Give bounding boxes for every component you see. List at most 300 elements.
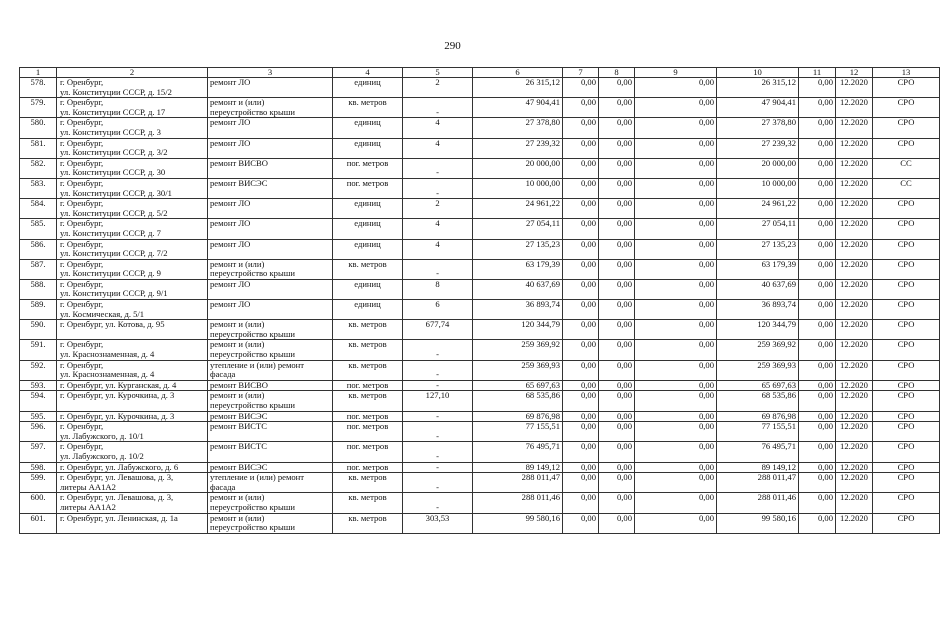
fund-cell-8: 0,00 <box>599 473 635 493</box>
contractor-type-cell: СРО <box>873 391 940 411</box>
work-type-line: переустройство крыши <box>210 400 295 410</box>
table-row <box>20 279 940 299</box>
column-header: 11 <box>799 68 836 78</box>
quantity-cell: 2 <box>403 199 473 219</box>
work-type-line: ремонт и (или) <box>210 492 265 503</box>
address-cell <box>57 279 208 299</box>
fund-cell-7: 0,00 <box>563 473 599 493</box>
fund-cell-7: 0,00 <box>563 219 599 239</box>
column-header: 3 <box>208 68 333 78</box>
fund-cell-11: 0,00 <box>799 493 836 513</box>
period-cell: 12.2020 <box>836 320 873 340</box>
table-row <box>20 391 940 411</box>
fund-cell-8: 0,00 <box>599 279 635 299</box>
fund-cell-7: 0,00 <box>563 380 599 391</box>
total-cost-cell: 27 378,80 <box>473 118 563 138</box>
period-cell: 12.2020 <box>836 98 873 118</box>
address-line: ул. Конституции СССР, д. 3 <box>60 126 161 137</box>
work-type-line: ремонт ВИСЭС <box>210 177 268 188</box>
column-header: 8 <box>599 68 635 78</box>
address-cell <box>57 411 208 422</box>
work-type-line: ремонт ЛО <box>210 198 251 209</box>
period-cell: 12.2020 <box>836 279 873 299</box>
row-number: 579. <box>20 98 57 118</box>
row-number: 588. <box>20 279 57 299</box>
contractor-type-cell: СРО <box>873 411 940 422</box>
address-line: литеры АА1А2 <box>60 501 116 512</box>
fund-cell-8: 0,00 <box>599 158 635 178</box>
period-cell: 12.2020 <box>836 411 873 422</box>
fund-cell-9: 0,00 <box>635 98 717 118</box>
address-line: г. Оренбург, <box>60 218 104 229</box>
fund-cell-9: 0,00 <box>635 199 717 219</box>
work-type-line: ремонт и (или) <box>210 512 265 523</box>
unit-cell: единиц <box>333 300 403 320</box>
fund-cell-9: 0,00 <box>635 259 717 279</box>
unit-cell: кв. метров <box>333 320 403 340</box>
address-cell <box>57 98 208 118</box>
fund-cell-7: 0,00 <box>563 178 599 198</box>
row-number: 590. <box>20 320 57 340</box>
work-type-cell <box>208 98 333 118</box>
work-type-line: ремонт ЛО <box>210 77 251 87</box>
work-type-cell <box>208 219 333 239</box>
work-type-line: переустройство крыши <box>210 268 295 279</box>
fund-cell-9: 0,00 <box>635 340 717 360</box>
quantity-cell: 303,53 <box>403 513 473 533</box>
address-cell <box>57 473 208 493</box>
contractor-type-cell: СРО <box>873 118 940 138</box>
fund-cell-11: 0,00 <box>799 360 836 380</box>
column-header: 10 <box>717 68 799 78</box>
contractor-type-cell: СРО <box>873 380 940 391</box>
column-header: 13 <box>873 68 940 78</box>
total-cost-cell: 259 369,92 <box>473 340 563 360</box>
header-row <box>20 68 940 78</box>
fund-cell-10: 36 893,74 <box>717 300 799 320</box>
fund-cell-7: 0,00 <box>563 320 599 340</box>
address-line: ул. Конституции СССР, д. 3/2 <box>60 147 168 158</box>
fund-cell-11: 0,00 <box>799 340 836 360</box>
row-number: 600. <box>20 493 57 513</box>
total-cost-cell: 89 149,12 <box>473 462 563 473</box>
unit-cell: единиц <box>333 78 403 98</box>
address-line: г. Оренбург, <box>60 299 104 310</box>
column-header: 2 <box>57 68 208 78</box>
work-type-cell <box>208 138 333 158</box>
fund-cell-7: 0,00 <box>563 493 599 513</box>
period-cell: 12.2020 <box>836 219 873 239</box>
table-body <box>20 78 940 534</box>
table-row <box>20 380 940 391</box>
fund-cell-8: 0,00 <box>599 360 635 380</box>
fund-cell-8: 0,00 <box>599 259 635 279</box>
period-cell: 12.2020 <box>836 138 873 158</box>
total-cost-cell: 288 011,47 <box>473 473 563 493</box>
address-line: г. Оренбург, ул. Лабужского, д. 6 <box>60 461 179 472</box>
total-cost-cell: 68 535,86 <box>473 391 563 411</box>
fund-cell-9: 0,00 <box>635 422 717 442</box>
contractor-type-cell: СРО <box>873 320 940 340</box>
address-cell <box>57 513 208 533</box>
work-type-cell <box>208 411 333 422</box>
quantity-cell: - <box>403 422 473 442</box>
address-line: ул. Космическая, д. 5/1 <box>60 308 145 319</box>
table-row <box>20 199 940 219</box>
quantity-cell: - <box>403 380 473 391</box>
unit-cell: единиц <box>333 219 403 239</box>
work-type-cell <box>208 300 333 320</box>
quantity-cell: 127,10 <box>403 391 473 411</box>
work-type-cell <box>208 279 333 299</box>
fund-cell-10: 288 011,47 <box>717 473 799 493</box>
address-line: г. Оренбург, ул. Курочкина, д. 3 <box>60 390 175 401</box>
table-row <box>20 411 940 422</box>
fund-cell-9: 0,00 <box>635 493 717 513</box>
work-type-cell <box>208 391 333 411</box>
period-cell: 12.2020 <box>836 300 873 320</box>
unit-cell: единиц <box>333 118 403 138</box>
unit-cell: кв. метров <box>333 473 403 493</box>
work-type-line: ремонт ЛО <box>210 299 251 310</box>
row-number: 599. <box>20 473 57 493</box>
fund-cell-11: 0,00 <box>799 239 836 259</box>
total-cost-cell: 36 893,74 <box>473 300 563 320</box>
table-row <box>20 462 940 473</box>
fund-cell-7: 0,00 <box>563 391 599 411</box>
row-number: 591. <box>20 340 57 360</box>
period-cell: 12.2020 <box>836 199 873 219</box>
address-line: г. Оренбург, <box>60 97 104 108</box>
work-type-line: ремонт ВИСЭС <box>210 461 268 472</box>
unit-cell: кв. метров <box>333 391 403 411</box>
address-line: ул. Конституции СССР, д. 30 <box>60 167 166 178</box>
address-cell <box>57 462 208 473</box>
address-cell <box>57 239 208 259</box>
total-cost-cell: 99 580,16 <box>473 513 563 533</box>
period-cell: 12.2020 <box>836 360 873 380</box>
address-line: ул. Конституции СССР, д. 30/1 <box>60 187 172 198</box>
fund-cell-9: 0,00 <box>635 442 717 462</box>
fund-cell-8: 0,00 <box>599 391 635 411</box>
row-number: 586. <box>20 239 57 259</box>
address-line: г. Оренбург, ул. Курганская, д. 4 <box>60 379 177 390</box>
address-line: г. Оренбург, <box>60 198 104 209</box>
fund-cell-8: 0,00 <box>599 380 635 391</box>
unit-cell: кв. метров <box>333 493 403 513</box>
row-number: 598. <box>20 462 57 473</box>
unit-cell: пог. метров <box>333 178 403 198</box>
address-line: г. Оренбург, ул. Левашова, д. 3, <box>60 472 174 483</box>
fund-cell-8: 0,00 <box>599 118 635 138</box>
fund-cell-9: 0,00 <box>635 411 717 422</box>
address-line: г. Оренбург, <box>60 258 104 269</box>
work-type-cell <box>208 199 333 219</box>
table-row <box>20 442 940 462</box>
row-number: 601. <box>20 513 57 533</box>
fund-cell-8: 0,00 <box>599 442 635 462</box>
work-type-line: ремонт и (или) <box>210 258 265 269</box>
work-type-cell <box>208 158 333 178</box>
table-row <box>20 422 940 442</box>
fund-cell-9: 0,00 <box>635 462 717 473</box>
address-line: г. Оренбург, ул. Курочкина, д. 3 <box>60 410 175 421</box>
quantity-cell: - <box>403 442 473 462</box>
total-cost-cell: 77 155,51 <box>473 422 563 442</box>
fund-cell-8: 0,00 <box>599 493 635 513</box>
contractor-type-cell: СРО <box>873 473 940 493</box>
period-cell: 12.2020 <box>836 391 873 411</box>
table-row <box>20 118 940 138</box>
address-cell <box>57 178 208 198</box>
total-cost-cell: 259 369,93 <box>473 360 563 380</box>
period-cell: 12.2020 <box>836 340 873 360</box>
contractor-type-cell: СРО <box>873 442 940 462</box>
work-type-cell <box>208 78 333 98</box>
quantity-cell: - <box>403 340 473 360</box>
contractor-type-cell: СС <box>873 178 940 198</box>
table-row <box>20 158 940 178</box>
address-line: литеры АА1А2 <box>60 481 116 492</box>
fund-cell-9: 0,00 <box>635 118 717 138</box>
row-number: 585. <box>20 219 57 239</box>
quantity-cell: 4 <box>403 219 473 239</box>
total-cost-cell: 65 697,63 <box>473 380 563 391</box>
unit-cell: кв. метров <box>333 98 403 118</box>
fund-cell-11: 0,00 <box>799 178 836 198</box>
quantity-cell: - <box>403 360 473 380</box>
quantity-cell: - <box>403 473 473 493</box>
address-line: г. Оренбург, <box>60 117 104 128</box>
period-cell: 12.2020 <box>836 473 873 493</box>
contractor-type-cell: СРО <box>873 340 940 360</box>
unit-cell: пог. метров <box>333 411 403 422</box>
address-cell <box>57 118 208 138</box>
work-type-cell <box>208 118 333 138</box>
period-cell: 12.2020 <box>836 380 873 391</box>
table-row <box>20 300 940 320</box>
fund-cell-10: 27 054,11 <box>717 219 799 239</box>
unit-cell: кв. метров <box>333 513 403 533</box>
address-line: г. Оренбург, ул. Левашова, д. 3, <box>60 492 174 503</box>
contractor-type-cell: СРО <box>873 493 940 513</box>
address-cell <box>57 199 208 219</box>
fund-cell-11: 0,00 <box>799 199 836 219</box>
fund-cell-8: 0,00 <box>599 320 635 340</box>
fund-cell-11: 0,00 <box>799 219 836 239</box>
fund-cell-8: 0,00 <box>599 239 635 259</box>
fund-cell-11: 0,00 <box>799 411 836 422</box>
address-line: г. Оренбург, ул. Ленинская, д. 1а <box>60 512 178 523</box>
fund-cell-9: 0,00 <box>635 513 717 533</box>
address-line: г. Оренбург, <box>60 177 104 188</box>
fund-cell-7: 0,00 <box>563 513 599 533</box>
work-type-cell <box>208 178 333 198</box>
fund-cell-8: 0,00 <box>599 340 635 360</box>
address-line: ул. Конституции СССР, д. 7 <box>60 227 161 238</box>
fund-cell-7: 0,00 <box>563 138 599 158</box>
fund-cell-11: 0,00 <box>799 320 836 340</box>
total-cost-cell: 69 876,98 <box>473 411 563 422</box>
quantity-cell: 4 <box>403 239 473 259</box>
fund-cell-7: 0,00 <box>563 279 599 299</box>
fund-cell-9: 0,00 <box>635 158 717 178</box>
work-type-line: фасада <box>210 369 236 380</box>
fund-cell-10: 27 239,32 <box>717 138 799 158</box>
period-cell: 12.2020 <box>836 118 873 138</box>
address-line: ул. Лабужского, д. 10/1 <box>60 430 144 441</box>
address-line: г. Оренбург, ул. Котова, д. 95 <box>60 319 165 330</box>
row-number: 592. <box>20 360 57 380</box>
address-line: ул. Конституции СССР, д. 9/1 <box>60 288 168 299</box>
fund-cell-11: 0,00 <box>799 300 836 320</box>
total-cost-cell: 26 315,12 <box>473 78 563 98</box>
fund-cell-9: 0,00 <box>635 320 717 340</box>
total-cost-cell: 63 179,39 <box>473 259 563 279</box>
fund-cell-7: 0,00 <box>563 340 599 360</box>
fund-cell-9: 0,00 <box>635 219 717 239</box>
fund-cell-9: 0,00 <box>635 300 717 320</box>
table-row <box>20 178 940 198</box>
address-cell <box>57 340 208 360</box>
work-type-cell <box>208 493 333 513</box>
work-type-line: ремонт ВИСТС <box>210 421 268 432</box>
quantity-cell: - <box>403 493 473 513</box>
work-type-cell <box>208 462 333 473</box>
work-type-line: ремонт ВИСВО <box>210 157 268 168</box>
fund-cell-10: 89 149,12 <box>717 462 799 473</box>
address-line: г. Оренбург, <box>60 421 104 432</box>
fund-cell-9: 0,00 <box>635 138 717 158</box>
unit-cell: единиц <box>333 239 403 259</box>
total-cost-cell: 24 961,22 <box>473 199 563 219</box>
fund-cell-10: 47 904,41 <box>717 98 799 118</box>
unit-cell: кв. метров <box>333 259 403 279</box>
address-cell <box>57 320 208 340</box>
period-cell: 12.2020 <box>836 259 873 279</box>
table-row <box>20 219 940 239</box>
fund-cell-7: 0,00 <box>563 300 599 320</box>
work-type-line: ремонт ВИСВО <box>210 379 268 390</box>
address-line: г. Оренбург, <box>60 359 104 370</box>
unit-cell: пог. метров <box>333 158 403 178</box>
work-type-cell <box>208 239 333 259</box>
row-number: 589. <box>20 300 57 320</box>
period-cell: 12.2020 <box>836 239 873 259</box>
fund-cell-11: 0,00 <box>799 462 836 473</box>
column-header: 7 <box>563 68 599 78</box>
quantity-cell: - <box>403 259 473 279</box>
address-line: г. Оренбург, <box>60 137 104 148</box>
unit-cell: пог. метров <box>333 422 403 442</box>
fund-cell-8: 0,00 <box>599 411 635 422</box>
quantity-cell: 4 <box>403 118 473 138</box>
unit-cell: пог. метров <box>333 380 403 391</box>
fund-cell-9: 0,00 <box>635 239 717 259</box>
contractor-type-cell: СРО <box>873 360 940 380</box>
work-type-line: ремонт и (или) <box>210 390 265 401</box>
quantity-cell: 4 <box>403 138 473 158</box>
quantity-cell: 677,74 <box>403 320 473 340</box>
table-row <box>20 98 940 118</box>
fund-cell-8: 0,00 <box>599 138 635 158</box>
fund-cell-10: 10 000,00 <box>717 178 799 198</box>
column-header: 4 <box>333 68 403 78</box>
row-number: 594. <box>20 391 57 411</box>
table-row <box>20 259 940 279</box>
repair-schedule-table <box>19 67 940 534</box>
table-row <box>20 239 940 259</box>
fund-cell-7: 0,00 <box>563 422 599 442</box>
fund-cell-7: 0,00 <box>563 462 599 473</box>
address-line: ул. Краснознаменная, д. 4 <box>60 349 155 360</box>
page-number: 290 <box>444 40 461 52</box>
fund-cell-7: 0,00 <box>563 118 599 138</box>
row-number: 595. <box>20 411 57 422</box>
address-line: г. Оренбург, <box>60 238 104 249</box>
table-row <box>20 138 940 158</box>
fund-cell-7: 0,00 <box>563 199 599 219</box>
contractor-type-cell: СРО <box>873 138 940 158</box>
fund-cell-8: 0,00 <box>599 422 635 442</box>
row-number: 580. <box>20 118 57 138</box>
unit-cell: кв. метров <box>333 360 403 380</box>
fund-cell-9: 0,00 <box>635 78 717 98</box>
unit-cell: пог. метров <box>333 462 403 473</box>
fund-cell-7: 0,00 <box>563 442 599 462</box>
address-cell <box>57 360 208 380</box>
table-row <box>20 78 940 98</box>
contractor-type-cell: СРО <box>873 219 940 239</box>
table-row <box>20 493 940 513</box>
fund-cell-10: 40 637,69 <box>717 279 799 299</box>
fund-cell-10: 24 961,22 <box>717 199 799 219</box>
work-type-line: фасада <box>210 481 236 492</box>
fund-cell-11: 0,00 <box>799 279 836 299</box>
period-cell: 12.2020 <box>836 513 873 533</box>
fund-cell-8: 0,00 <box>599 219 635 239</box>
table-row <box>20 360 940 380</box>
address-cell <box>57 259 208 279</box>
fund-cell-10: 259 369,93 <box>717 360 799 380</box>
unit-cell: единиц <box>333 138 403 158</box>
period-cell: 12.2020 <box>836 158 873 178</box>
contractor-type-cell: СРО <box>873 279 940 299</box>
fund-cell-7: 0,00 <box>563 360 599 380</box>
column-header: 5 <box>403 68 473 78</box>
unit-cell: единиц <box>333 279 403 299</box>
fund-cell-10: 27 135,23 <box>717 239 799 259</box>
total-cost-cell: 288 011,46 <box>473 493 563 513</box>
table-row <box>20 513 940 533</box>
column-header: 1 <box>20 68 57 78</box>
total-cost-cell: 40 637,69 <box>473 279 563 299</box>
fund-cell-11: 0,00 <box>799 380 836 391</box>
address-cell <box>57 442 208 462</box>
row-number: 593. <box>20 380 57 391</box>
address-cell <box>57 380 208 391</box>
work-type-line: переустройство крыши <box>210 522 295 533</box>
fund-cell-11: 0,00 <box>799 473 836 493</box>
address-line: г. Оренбург, <box>60 339 104 350</box>
fund-cell-10: 20 000,00 <box>717 158 799 178</box>
quantity-cell: - <box>403 411 473 422</box>
work-type-line: ремонт и (или) <box>210 319 265 330</box>
work-type-line: переустройство крыши <box>210 106 295 117</box>
fund-cell-7: 0,00 <box>563 259 599 279</box>
total-cost-cell: 76 495,71 <box>473 442 563 462</box>
total-cost-cell: 120 344,79 <box>473 320 563 340</box>
